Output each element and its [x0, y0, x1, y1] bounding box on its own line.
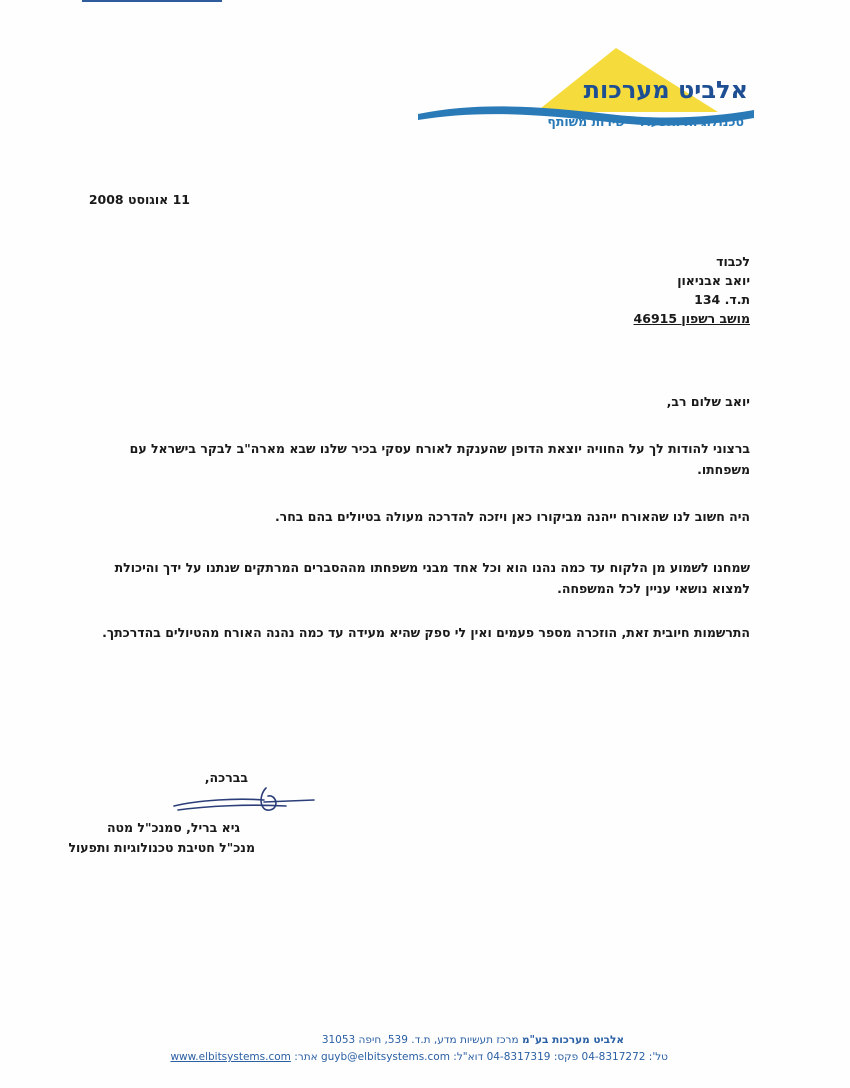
logo-company-name: אלביט מערכות — [583, 76, 748, 104]
recipient-po-box: ת.ד. 134 — [694, 292, 750, 307]
footer-company-name: אלביט מערכות בע"מ — [521, 1034, 624, 1046]
recipient-name: יואב אבניאון — [677, 273, 750, 288]
letter-date: 11 אוגוסט 2008 — [88, 192, 190, 207]
recipient-salutation-line: לכבוד — [716, 254, 750, 269]
footer-company-line — [322, 1034, 624, 1046]
footer-address: מרכז תעשיות מדע, ת.ד. 539, חיפה 31053 — [321, 1034, 519, 1046]
recipient-address — [634, 252, 750, 328]
footer-contact-line — [170, 1051, 668, 1063]
greeting: יואב שלום רב, — [666, 394, 750, 409]
footer-website-link[interactable]: www.elbitsystems.com — [170, 1051, 291, 1063]
signer-title: מנכ"ל חטיבת טכנולוגיות ותפעול — [68, 840, 255, 855]
signer-name: גיא בריל, סמנכ"ל מטה — [106, 820, 240, 835]
body-paragraph: שמחנו לשמוע מן הלקוח עד כמה נהנו הוא וכל אחד מבני משפחתו מההסברים המרתקים שנתנו על ידך והיכולת למצוא נושאי עניין לכל המשפחה. — [114, 560, 750, 596]
body-paragraph: ברצוני להודות לך על החוויה יוצאת הדופן שהענקת לאורח עסקי בכיר שלנו שבא מארה"ב לבקר בישראל עם משפחתו. — [129, 441, 750, 477]
logo-tagline: טכנולוגיות ותפעול - שירות משותף — [547, 114, 744, 129]
body-paragraph: התרשמות חיובית זאת, הוזכרה מספר פעמים ואין לי ספק שהיא מעידה עד כמה נהנה האורח מהטיולים בהדרכתך. — [102, 625, 750, 640]
scan-edge-line — [82, 0, 222, 2]
closing: בברכה, — [204, 770, 248, 785]
company-logo — [418, 44, 754, 134]
footer-contact-details: טל': 04-8317272 פקס: 04-8317319 דוא"ל: guyb@elbitsystems.com אתר: — [294, 1051, 668, 1063]
handwritten-signature — [168, 782, 318, 818]
recipient-town: מושב רשפון 46915 — [633, 311, 750, 326]
body-paragraph: היה חשוב לנו שהאורח ייהנה מביקורו כאן ויזכה להדרכה מעולה בטיולים בהם בחר. — [274, 509, 750, 524]
